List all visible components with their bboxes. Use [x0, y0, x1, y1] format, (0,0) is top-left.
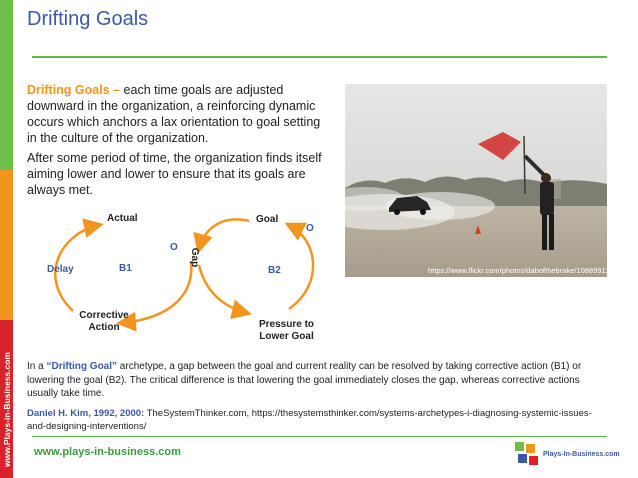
brand-logo [514, 441, 620, 467]
photo-credit: https://www.flickr.com/photos/dabofthebrake/10889911323/ [428, 266, 624, 275]
loop-b2: B2 [268, 265, 281, 276]
page-title: Drifting Goals [27, 8, 149, 30]
node-actual: Actual [107, 213, 138, 224]
loop-b1: B1 [119, 263, 132, 274]
citation [27, 407, 607, 433]
outcome-paragraph: After some period of time, the organization finds itself aiming lower and lower to ensure that its goals are always met. [27, 151, 322, 197]
arrow-gap-to-pressure [199, 265, 247, 313]
polarity-o-top: O [170, 242, 178, 253]
definition-paragraph [27, 82, 327, 146]
causal-loop-diagram [27, 205, 337, 355]
archetype-text: archetype, a gap between the goal and current reality can be resolved by taking corrective action (B1) or lowering the goal (B2). The critical difference is that lowering the goal immediately closes the gap, whereas corrective actions usually take time. [27, 361, 582, 399]
cubes-icon [514, 441, 540, 467]
archetype-name: “Drifting Goal” [46, 361, 118, 372]
sidebar-green-segment [0, 0, 13, 170]
title-divider [32, 56, 607, 58]
node-goal: Goal [256, 214, 279, 225]
footer-divider [32, 436, 607, 437]
definition-text: each time goals are adjusted downward in the organization, a reinforcing dynamic occurs which anchors a lax orientation to goal setting in the culture of the organization. [27, 83, 321, 145]
definition-term: Drifting Goals – [27, 83, 121, 97]
sidebar-url: www.Plays-in-Business.com [1, 351, 12, 467]
node-corrective-action: Corrective Action [79, 310, 129, 333]
citation-source: TheSystemThinker.com, https://thesystemsthinker.com/systems-archetypes-i-diagnosing-systemic-issues-and-designing-interventions/ [27, 408, 592, 432]
archetype-explanation [27, 360, 607, 401]
archetype-intro: In a [27, 361, 47, 372]
footer-url[interactable]: www.plays-in-business.com [34, 446, 181, 458]
polarity-o-goal: O [306, 223, 314, 234]
node-gap: Gap [189, 247, 201, 268]
photo [345, 84, 607, 277]
delay-label: Delay [47, 264, 74, 275]
logo-text: Plays-In-Business.com [543, 450, 620, 458]
sidebar-orange-segment [0, 170, 13, 320]
sidebar-url-container [0, 340, 13, 478]
arrow-goal-to-gap [199, 219, 249, 249]
node-pressure-to-lower-goal: Pressure to Lower Goal [258, 319, 315, 342]
arrow-pressure-to-goal [289, 225, 313, 309]
citation-author: Daniel H. Kim, 1992, 2000: [27, 408, 145, 419]
